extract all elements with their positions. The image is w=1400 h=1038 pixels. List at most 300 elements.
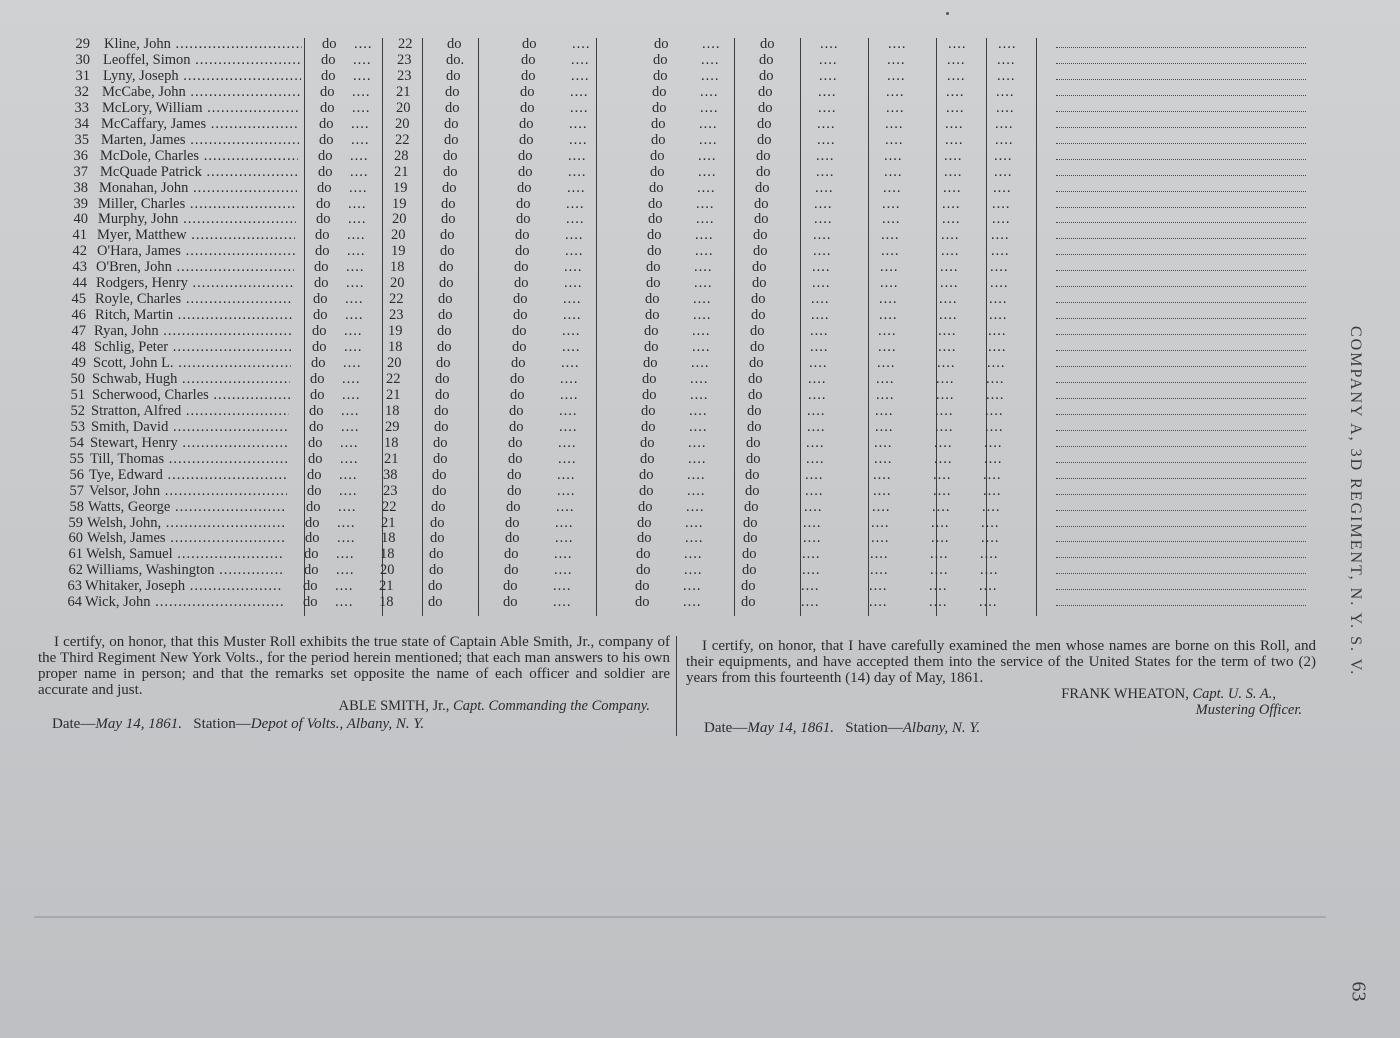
dot-leader: .... (344, 339, 363, 356)
mustering-certificate (686, 638, 1316, 736)
dot-leader: .... (685, 514, 704, 531)
age-value: 38 (383, 466, 398, 483)
dot-leader: .... (932, 498, 951, 515)
mustering-role-line (686, 702, 1302, 718)
ditto-mark: do (503, 578, 518, 595)
ditto-mark: do (513, 307, 528, 324)
dot-leader: .... (566, 211, 585, 228)
dot-leader: .... (803, 514, 822, 531)
dot-leader: .... (941, 243, 960, 260)
soldier-name: Till, Thomas ..... (90, 451, 288, 467)
dot-leader: .... (819, 51, 838, 68)
dot-leader: .... (684, 562, 703, 579)
dot-leader: .... (571, 51, 590, 68)
dot-leader: .... (880, 275, 899, 292)
dot-leader: .... (993, 179, 1012, 196)
ditto-mark: do (641, 418, 656, 435)
table-row (40, 530, 1040, 546)
row-number: 49 (71, 355, 86, 371)
ditto-mark: do (440, 243, 455, 260)
ditto-mark: do (508, 450, 523, 467)
dot-leader: .... (351, 131, 370, 148)
dot-leader: .... (991, 227, 1010, 244)
dot-leader: .... (815, 179, 834, 196)
dot-leader: .... (884, 163, 903, 180)
age-value: 18 (380, 546, 395, 563)
dot-leader: .... (353, 67, 372, 84)
remarks-leader (1056, 483, 1306, 495)
table-row (40, 323, 1040, 339)
dot-leader: .... (872, 498, 891, 515)
table-row (40, 403, 1040, 419)
ditto-mark: do (516, 211, 531, 228)
soldier-name: Stratton, Alfred ..... (91, 403, 289, 419)
table-row (40, 546, 1040, 562)
dot-leader: .... (564, 259, 583, 276)
dot-leader: .... (875, 418, 894, 435)
dot-leader: .... (936, 370, 955, 387)
soldier-name: Murphy, John ..... (98, 211, 296, 227)
dot-leader: .... (992, 195, 1011, 212)
dot-leader: .... (984, 450, 1003, 467)
captain-certificate-text: I certify, on honor, that this Muster Roll exhibits the true state of Captain Able Smith, Jr., company of the Third Regiment New York Volts., for the period herein mentioned; that each man answers to his own proper name in person; and that the remarks set opposite the name of each officer and soldier are accurate and just. (38, 634, 670, 698)
soldier-name: McDole, Charles ..... (100, 148, 298, 164)
row-number: 33 (74, 99, 89, 116)
row-number: 51 (70, 386, 85, 403)
dot-leader: .... (348, 211, 367, 228)
table-row (40, 211, 1040, 227)
age-value: 18 (381, 530, 396, 547)
ditto-mark: do (320, 99, 335, 116)
row-number: 53 (70, 418, 85, 435)
table-row (40, 116, 1040, 132)
dot-leader: .... (871, 530, 890, 547)
age-value: 21 (379, 578, 394, 595)
dot-leader: .... (342, 386, 361, 403)
ditto-mark: do (308, 450, 323, 467)
ditto-mark: do (441, 211, 456, 228)
dot-leader: .... (934, 450, 953, 467)
ditto-mark: do (510, 386, 525, 403)
dot-leader: .... (570, 83, 589, 100)
ditto-mark: do (307, 466, 322, 483)
age-value: 18 (390, 259, 405, 276)
age-value: 21 (394, 163, 409, 180)
ditto-mark: do (432, 482, 447, 499)
dot-leader: .... (929, 578, 948, 595)
table-row (40, 84, 1040, 100)
dot-leader: .... (802, 546, 821, 563)
dot-leader: .... (348, 195, 367, 212)
soldier-name: Miller, Charles ..... (98, 196, 296, 212)
dot-leader: .... (985, 418, 1004, 435)
dot-leader: .... (572, 36, 591, 52)
dot-leader: .... (876, 386, 895, 403)
ditto-mark: do (308, 434, 323, 451)
ditto-mark: do (641, 402, 656, 419)
row-number: 55 (69, 450, 84, 467)
ditto-mark: do (319, 115, 334, 132)
ditto-mark: do (512, 339, 527, 356)
dot-leader: .... (692, 323, 711, 340)
captain-signature (38, 698, 650, 714)
dot-leader: .... (877, 355, 896, 371)
dot-leader: .... (937, 355, 956, 371)
ditto-mark: do (506, 498, 521, 515)
ditto-mark: do (507, 482, 522, 499)
dot-leader: .... (887, 67, 906, 84)
remarks-leader (1056, 84, 1306, 96)
row-number: 61 (68, 546, 83, 563)
ditto-mark: do (750, 323, 765, 340)
dot-leader: .... (986, 370, 1005, 387)
soldier-name: Stewart, Henry ..... (90, 435, 288, 451)
remarks-leader (1056, 323, 1306, 335)
mustering-signature (686, 686, 1276, 702)
dot-leader: .... (337, 530, 356, 547)
dot-leader: .... (947, 67, 966, 84)
remarks-leader (1056, 227, 1306, 239)
ditto-mark: do (651, 115, 666, 132)
soldier-name: Royle, Charles ..... (95, 291, 293, 307)
soldier-name: Scott, John L. ..... (93, 355, 291, 371)
ditto-mark: do (745, 466, 760, 483)
ditto-mark: do (441, 195, 456, 212)
ditto-mark: do (433, 434, 448, 451)
age-value: 21 (381, 514, 396, 531)
ditto-mark: do (513, 291, 528, 308)
captain-name: ABLE SMITH, Jr., (338, 698, 450, 714)
dot-leader: .... (564, 275, 583, 292)
ditto-mark: do (307, 482, 322, 499)
ditto-mark: do (522, 36, 537, 52)
dot-leader: .... (990, 259, 1009, 276)
ditto-mark: do (444, 131, 459, 148)
remarks-leader (1056, 116, 1306, 128)
dot-leader: .... (335, 578, 354, 595)
ditto-mark: do (319, 131, 334, 148)
ditto-mark: do (518, 163, 533, 180)
ditto-mark: do (743, 514, 758, 531)
table-row (40, 467, 1040, 483)
ditto-mark: do (432, 466, 447, 483)
dot-leader: .... (931, 530, 950, 547)
table-row (40, 36, 1040, 52)
station-label: Station— (845, 720, 903, 736)
dot-leader: .... (979, 578, 998, 595)
ditto-mark: do (637, 514, 652, 531)
dot-leader: .... (944, 147, 963, 164)
dot-leader: .... (946, 99, 965, 116)
soldier-name: Schlig, Peter ..... (94, 339, 292, 355)
ditto-mark: do (435, 386, 450, 403)
mustering-officer-role: Mustering Officer. (1195, 702, 1302, 718)
dot-leader: .... (345, 307, 364, 324)
dot-leader: .... (566, 195, 585, 212)
row-number: 38 (73, 179, 88, 196)
age-value: 22 (398, 36, 413, 52)
ditto-mark: do (751, 307, 766, 324)
table-row (40, 371, 1040, 387)
dot-leader: .... (343, 355, 362, 371)
age-value: 22 (395, 131, 410, 148)
dot-leader: .... (337, 514, 356, 531)
dot-leader: .... (687, 466, 706, 483)
remarks-leader (1056, 594, 1306, 606)
ditto-mark: do (312, 323, 327, 340)
dot-leader: .... (869, 594, 888, 611)
dot-leader: .... (806, 450, 825, 467)
remarks-leader (1056, 100, 1306, 112)
age-value: 20 (380, 562, 395, 579)
dot-leader: .... (804, 498, 823, 515)
table-row (40, 243, 1040, 259)
dot-leader: .... (570, 99, 589, 116)
remarks-leader (1056, 148, 1306, 160)
ditto-mark: do (504, 562, 519, 579)
dot-leader: .... (935, 418, 954, 435)
dot-leader: .... (878, 339, 897, 356)
date-label: Date— (704, 720, 748, 736)
table-row (40, 483, 1040, 499)
ditto-mark: do (647, 227, 662, 244)
dot-leader: .... (351, 115, 370, 132)
remarks-leader (1056, 132, 1306, 144)
dot-leader: .... (939, 291, 958, 308)
ditto-mark: do (437, 323, 452, 340)
dot-leader: .... (996, 99, 1015, 116)
ditto-mark: do (650, 163, 665, 180)
dot-leader: .... (696, 195, 715, 212)
table-row (40, 307, 1040, 323)
dot-leader: .... (559, 418, 578, 435)
row-number: 39 (73, 195, 88, 212)
dot-leader: .... (979, 594, 998, 611)
dot-leader: .... (700, 99, 719, 116)
dot-leader: .... (992, 211, 1011, 228)
dot-leader: .... (562, 339, 581, 356)
dot-leader: .... (801, 578, 820, 595)
soldier-name: Whitaker, Joseph ..... (85, 578, 283, 594)
dot-leader: .... (340, 450, 359, 467)
mustering-officer-name: FRANK WHEATON, (1061, 686, 1189, 702)
dot-leader: .... (942, 211, 961, 228)
row-number: 63 (67, 578, 82, 595)
dot-leader: .... (561, 355, 580, 371)
ditto-mark: do (760, 36, 775, 52)
ditto-mark: do (503, 594, 518, 611)
ditto-mark: do (505, 514, 520, 531)
dot-leader: .... (689, 418, 708, 435)
remarks-leader (1056, 451, 1306, 463)
dot-leader: .... (701, 51, 720, 68)
remarks-leader (1056, 68, 1306, 80)
mustering-officer-title: Capt. U. S. A., (1192, 686, 1276, 702)
dot-leader: .... (694, 259, 713, 276)
soldier-name: McLory, William ..... (102, 100, 300, 116)
ditto-mark: do (759, 51, 774, 68)
ditto-mark: do (322, 36, 337, 52)
dot-leader: .... (984, 434, 1003, 451)
soldier-name: Marten, James ..... (101, 132, 299, 148)
ditto-mark: do (429, 546, 444, 563)
age-value: 18 (379, 594, 394, 611)
ditto-mark: do (311, 355, 326, 371)
dot-leader: .... (995, 131, 1014, 148)
remarks-leader (1056, 164, 1306, 176)
dot-leader: .... (991, 243, 1010, 260)
table-row (40, 132, 1040, 148)
date-label: Date— (52, 716, 96, 732)
ditto-mark: do (745, 482, 760, 499)
age-value: 20 (392, 211, 407, 228)
ditto-mark: do (742, 546, 757, 563)
ditto-mark: do (320, 83, 335, 100)
ditto-mark: do (509, 418, 524, 435)
dot-leader: .... (994, 163, 1013, 180)
dot-leader: .... (874, 434, 893, 451)
dot-leader: .... (818, 83, 837, 100)
ditto-mark: do (754, 211, 769, 228)
page-rule (34, 916, 1326, 918)
soldier-name: McCabe, John ..... (102, 84, 300, 100)
dot-leader: .... (816, 147, 835, 164)
soldier-name: Williams, Washington ..... (86, 562, 284, 578)
ditto-mark: do (306, 498, 321, 515)
dot-leader: .... (987, 355, 1006, 371)
dot-leader: .... (688, 450, 707, 467)
ditto-mark: do (639, 482, 654, 499)
ditto-mark: do (504, 546, 519, 563)
dot-leader: .... (983, 482, 1002, 499)
dot-leader: .... (347, 243, 366, 260)
dot-leader: .... (930, 546, 949, 563)
row-number: 54 (69, 434, 84, 451)
ditto-mark: do. (446, 51, 465, 68)
table-row (40, 52, 1040, 68)
ditto-mark: do (648, 195, 663, 212)
dot-leader: .... (996, 83, 1015, 100)
dot-leader: .... (886, 83, 905, 100)
dot-leader: .... (885, 131, 904, 148)
ditto-mark: do (508, 434, 523, 451)
ditto-mark: do (447, 36, 462, 52)
ditto-mark: do (439, 259, 454, 276)
dot-leader: .... (995, 115, 1014, 132)
table-row (40, 594, 1040, 610)
soldier-name: Scherwood, Charles ..... (92, 387, 290, 403)
dot-leader: .... (989, 291, 1008, 308)
ditto-mark: do (443, 163, 458, 180)
captain-date-line (38, 716, 670, 732)
ditto-mark: do (646, 259, 661, 276)
ditto-mark: do (638, 498, 653, 515)
dot-leader: .... (885, 115, 904, 132)
ditto-mark: do (744, 498, 759, 515)
ditto-mark: do (756, 163, 771, 180)
ditto-mark: do (654, 36, 669, 52)
dot-leader: .... (696, 211, 715, 228)
remarks-leader (1056, 435, 1306, 447)
ditto-mark: do (741, 594, 756, 611)
dot-leader: .... (803, 530, 822, 547)
remarks-leader (1056, 546, 1306, 558)
ditto-mark: do (749, 355, 764, 371)
ditto-mark: do (651, 131, 666, 148)
ditto-mark: do (635, 594, 650, 611)
soldier-name: O'Hara, James ..... (97, 243, 295, 259)
dot-leader: .... (886, 99, 905, 116)
dot-leader: .... (807, 402, 826, 419)
ditto-mark: do (750, 339, 765, 356)
dot-leader: .... (558, 450, 577, 467)
dot-leader: .... (553, 594, 572, 611)
ditto-mark: do (514, 259, 529, 276)
remarks-leader (1056, 355, 1306, 367)
soldier-name: Tye, Edward ..... (89, 467, 287, 483)
captain-title: Capt. Commanding the Company. (453, 698, 650, 714)
ditto-mark: do (648, 211, 663, 228)
ditto-mark: do (752, 275, 767, 292)
dot-leader: .... (555, 514, 574, 531)
ditto-mark: do (316, 195, 331, 212)
ditto-mark: do (510, 370, 525, 387)
age-value: 19 (391, 243, 406, 260)
row-number: 29 (75, 36, 90, 52)
ditto-mark: do (649, 179, 664, 196)
ditto-mark: do (645, 307, 660, 324)
row-number: 48 (71, 339, 86, 356)
row-number: 40 (73, 211, 88, 228)
dot-leader: .... (353, 51, 372, 68)
dot-leader: .... (567, 179, 586, 196)
dot-leader: .... (341, 402, 360, 419)
soldier-name: Leoffel, Simon ..... (103, 52, 301, 68)
soldier-name: Schwab, Hugh ..... (92, 371, 290, 387)
soldier-name: Welsh, Samuel ..... (86, 546, 284, 562)
ditto-mark: do (505, 530, 520, 547)
dot-leader: .... (691, 355, 710, 371)
dot-leader: .... (342, 370, 361, 387)
dot-leader: .... (943, 179, 962, 196)
age-value: 21 (384, 450, 399, 467)
ditto-mark: do (742, 562, 757, 579)
dot-leader: .... (990, 275, 1009, 292)
remarks-leader (1056, 275, 1306, 287)
dot-leader: .... (820, 36, 839, 52)
dot-leader: .... (884, 147, 903, 164)
soldier-name: Myer, Matthew ..... (97, 227, 295, 243)
dot-leader: .... (817, 115, 836, 132)
dot-leader: .... (698, 163, 717, 180)
ditto-mark: do (748, 386, 763, 403)
ditto-mark: do (759, 67, 774, 84)
table-row (40, 499, 1040, 515)
dot-leader: .... (805, 466, 824, 483)
ditto-mark: do (642, 370, 657, 387)
dot-leader: .... (942, 195, 961, 212)
age-value: 23 (383, 482, 398, 499)
row-number: 43 (72, 259, 87, 276)
dot-leader: .... (698, 147, 717, 164)
table-row (40, 180, 1040, 196)
age-value: 22 (382, 498, 397, 515)
table-row (40, 275, 1040, 291)
date-value: May 14, 1861. (95, 716, 182, 732)
dot-leader: .... (695, 227, 714, 244)
row-number: 60 (68, 530, 83, 547)
dot-leader: .... (693, 291, 712, 308)
